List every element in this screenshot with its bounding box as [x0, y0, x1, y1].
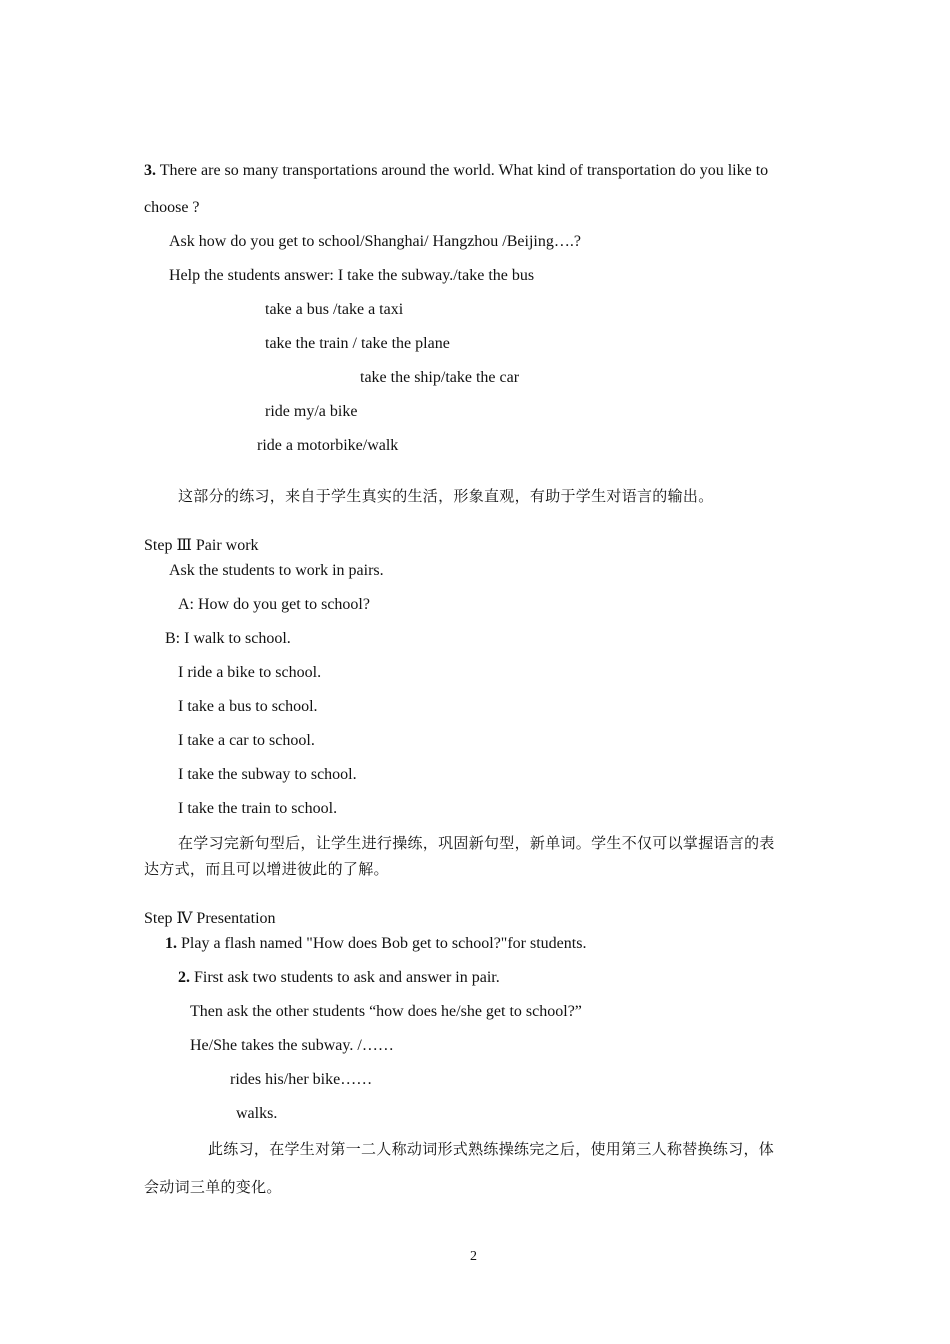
dialogue-answer: I take the train to school. [178, 800, 338, 817]
step3-heading: Step Ⅲ Pair work [144, 537, 259, 554]
step4-reply: He/She takes the subway. /…… [190, 1037, 394, 1054]
section3-intro-text: There are so many transportations around the world. What kind of transportation do you like to [156, 162, 769, 179]
dialogue-answer: I ride a bike to school. [178, 664, 322, 681]
dialogue-question: A: How do you get to school? [178, 596, 370, 613]
step3-note-line1: 在学习完新句型后，让学生进行操练，巩固新句型，新单词。学生不仅可以掌握语言的表 [178, 834, 775, 852]
step4-note-line2: 会动词三单的变化。 [144, 1178, 282, 1196]
step4-item1-number: 1. [165, 935, 177, 952]
section3-number-dot: . [152, 162, 156, 179]
section3-number: 3 [144, 162, 152, 179]
step4-item2-text: First ask two students to ask and answer in pair. [190, 969, 500, 986]
section3-note: 这部分的练习，来自于学生真实的生活，形象直观，有助于学生对语言的输出。 [178, 487, 714, 505]
step4-reply: rides his/her bike…… [230, 1071, 373, 1088]
step4-reply: walks. [236, 1105, 278, 1122]
dialogue-answer: I take a bus to school. [178, 698, 318, 715]
dialogue-answer: B: I walk to school. [165, 630, 291, 647]
dialogue-answer: I take the subway to school. [178, 766, 357, 783]
step4-item2 [178, 968, 500, 988]
step3-note-line2: 达方式，而且可以增进彼此的了解。 [144, 860, 389, 878]
section3-ask: Ask how do you get to school/Shanghai/ Hangzhou /Beijing….? [169, 233, 581, 250]
step4-then: Then ask the other students “how does he/she get to school?” [190, 1003, 582, 1020]
answer-option: take the ship/take the car [360, 369, 520, 386]
section3-intro-line1 [144, 161, 768, 181]
step4-item1 [165, 934, 586, 954]
step4-note-line1: 此练习，在学生对第一二人称动词形式熟练操练完之后，使用第三人称替换练习，体 [208, 1140, 775, 1158]
answer-option: ride a motorbike/walk [257, 437, 399, 454]
page-number: 2 [470, 1249, 477, 1264]
answer-option: take the train / take the plane [265, 335, 450, 352]
step3-instruction: Ask the students to work in pairs. [169, 562, 384, 579]
dialogue-answer: I take a car to school. [178, 732, 315, 749]
step4-item1-text: Play a flash named "How does Bob get to school?"for students. [177, 935, 587, 952]
step4-heading: Step Ⅳ Presentation [144, 910, 276, 927]
section3-help: Help the students answer: I take the subway./take the bus [169, 267, 535, 284]
step4-item2-number: 2. [178, 969, 190, 986]
answer-option: take a bus /take a taxi [265, 301, 404, 318]
section3-intro-line2: choose ? [144, 199, 200, 216]
answer-option: ride my/a bike [265, 403, 358, 420]
